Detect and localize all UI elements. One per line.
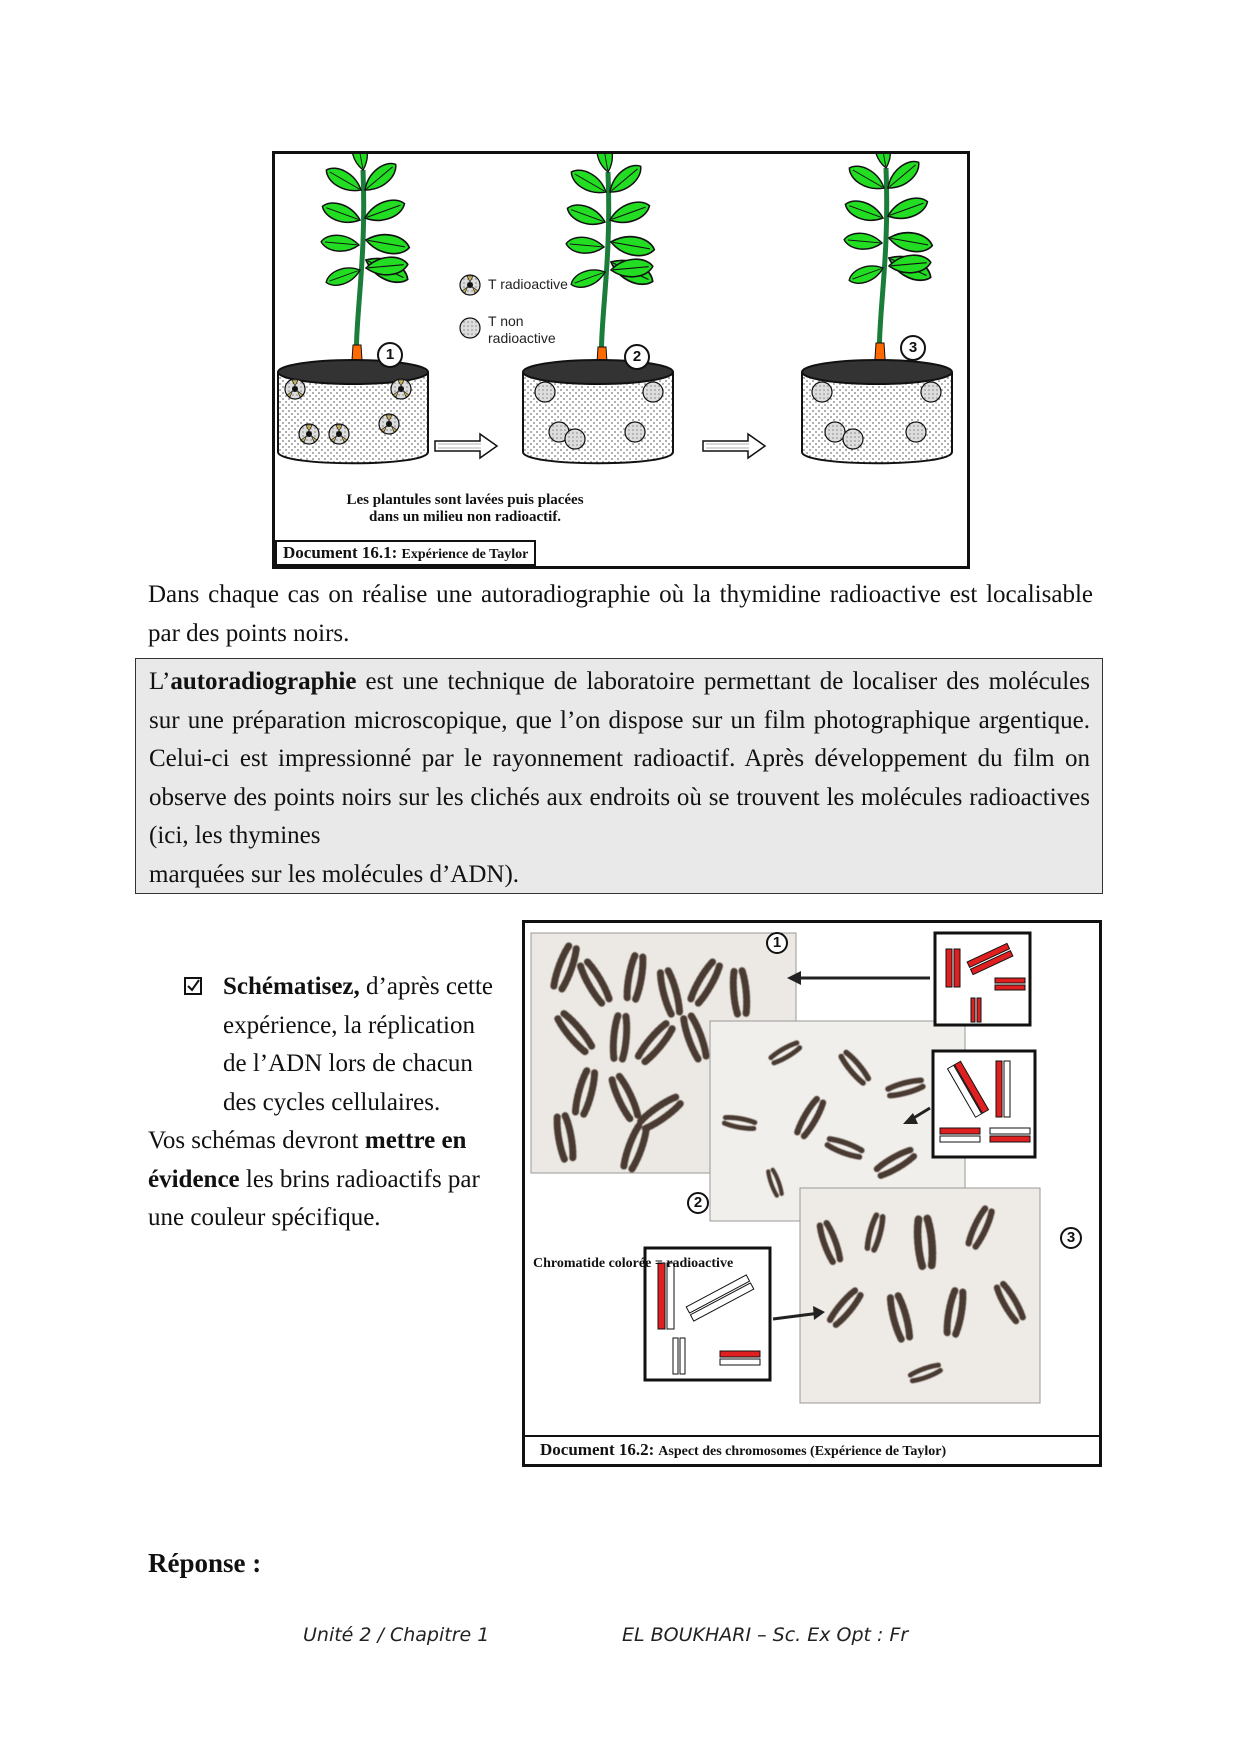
task-bullet bbox=[148, 968, 498, 1122]
figure1-note-line2: dans un milieu non radioactif. bbox=[368, 509, 562, 525]
definition-lead: L’ bbox=[149, 668, 171, 695]
footer-right: EL BOUKHARI – Sc. Ex Opt : Fr bbox=[622, 1624, 909, 1646]
checkbox-checked-icon bbox=[184, 977, 202, 995]
figure-chromosome-aspect bbox=[522, 920, 1102, 1467]
plant-3-illustration bbox=[802, 154, 952, 463]
figure-taylor-experiment bbox=[272, 151, 970, 569]
figure1-caption-title: Expérience de Taylor bbox=[401, 547, 529, 562]
figure2-caption bbox=[525, 1435, 1099, 1464]
schema-box-2 bbox=[933, 1051, 1035, 1157]
step-label-1: 1 bbox=[377, 342, 403, 368]
step-label-2: 2 bbox=[624, 344, 650, 370]
arrow-schema1-icon bbox=[787, 971, 930, 985]
definition-body: est une technique de laboratoire permettant de localiser des molécules sur une préparation microscopique, que l’on dispose sur un film photographique argentique. Celui-ci est impressionné par le rayonnement radioactif. Après développement du film on observe des points noirs sur les clichés aux endroits où se trouvent les molécules radioactives (ici, les thymines bbox=[149, 668, 1090, 850]
step-label-3: 3 bbox=[900, 335, 926, 361]
definition-box bbox=[135, 658, 1103, 894]
task-bullet-rest: d’après cette expérience, la réplication de l’ADN lors de chacun des cycles cellulaires. bbox=[223, 973, 494, 1116]
photo-3 bbox=[800, 1188, 1040, 1403]
intro-paragraph: Dans chaque cas on réalise une autoradiographie où la thymidine radioactive est localisable par des points noirs. bbox=[148, 581, 1093, 647]
figure1-note-line1: Les plantules sont lavées puis placées bbox=[346, 492, 584, 508]
figure1-caption-number: 16.1: bbox=[361, 543, 398, 562]
arrow-2-to-3-icon bbox=[703, 434, 765, 458]
definition-last-line: marquées sur les molécules d’ADN). bbox=[149, 860, 520, 888]
arrow-1-to-2-icon bbox=[435, 434, 497, 458]
plant-1-illustration bbox=[278, 154, 428, 463]
legend-nonradioactive-line1: T non bbox=[488, 313, 524, 329]
task-verb: Schématisez, bbox=[223, 973, 360, 1000]
task-requirement bbox=[148, 1122, 498, 1238]
plant-2-illustration bbox=[523, 154, 673, 463]
task-line-end: les brins radioactifs par une couleur spécifique. bbox=[148, 1165, 480, 1231]
legend-radioactive: T radioactive bbox=[488, 276, 568, 292]
thymine-radioactive-icon bbox=[460, 275, 480, 295]
legend-nonradioactive-line2: radioactive bbox=[488, 330, 556, 346]
figure2-caption-label: Document 16.2: bbox=[540, 1440, 655, 1459]
figure2-legend: Chromatide colorée = radioactive bbox=[533, 1256, 734, 1271]
task-emphasis: mettre en évidence bbox=[148, 1127, 467, 1193]
task-instructions bbox=[148, 968, 498, 1238]
schema-box-1 bbox=[935, 933, 1030, 1025]
figure1-note bbox=[315, 492, 615, 526]
definition-term: autoradiographie bbox=[170, 668, 357, 695]
chromosome-photos-illustration bbox=[525, 923, 1099, 1464]
figure1-caption-label: Document bbox=[283, 543, 358, 562]
photo-label-2: 2 bbox=[687, 1192, 709, 1214]
footer-left: Unité 2 / Chapitre 1 bbox=[303, 1624, 490, 1646]
thymine-nonradioactive-icon bbox=[460, 318, 480, 338]
photo-label-1: 1 bbox=[766, 932, 788, 954]
figure1-caption bbox=[275, 540, 536, 566]
answer-label: Réponse : bbox=[148, 1548, 262, 1578]
task-line-start: Vos schémas devront bbox=[148, 1127, 365, 1154]
figure2-caption-title: Aspect des chromosomes (Expérience de Taylor) bbox=[658, 1444, 947, 1459]
photo-label-3: 3 bbox=[1060, 1227, 1082, 1249]
